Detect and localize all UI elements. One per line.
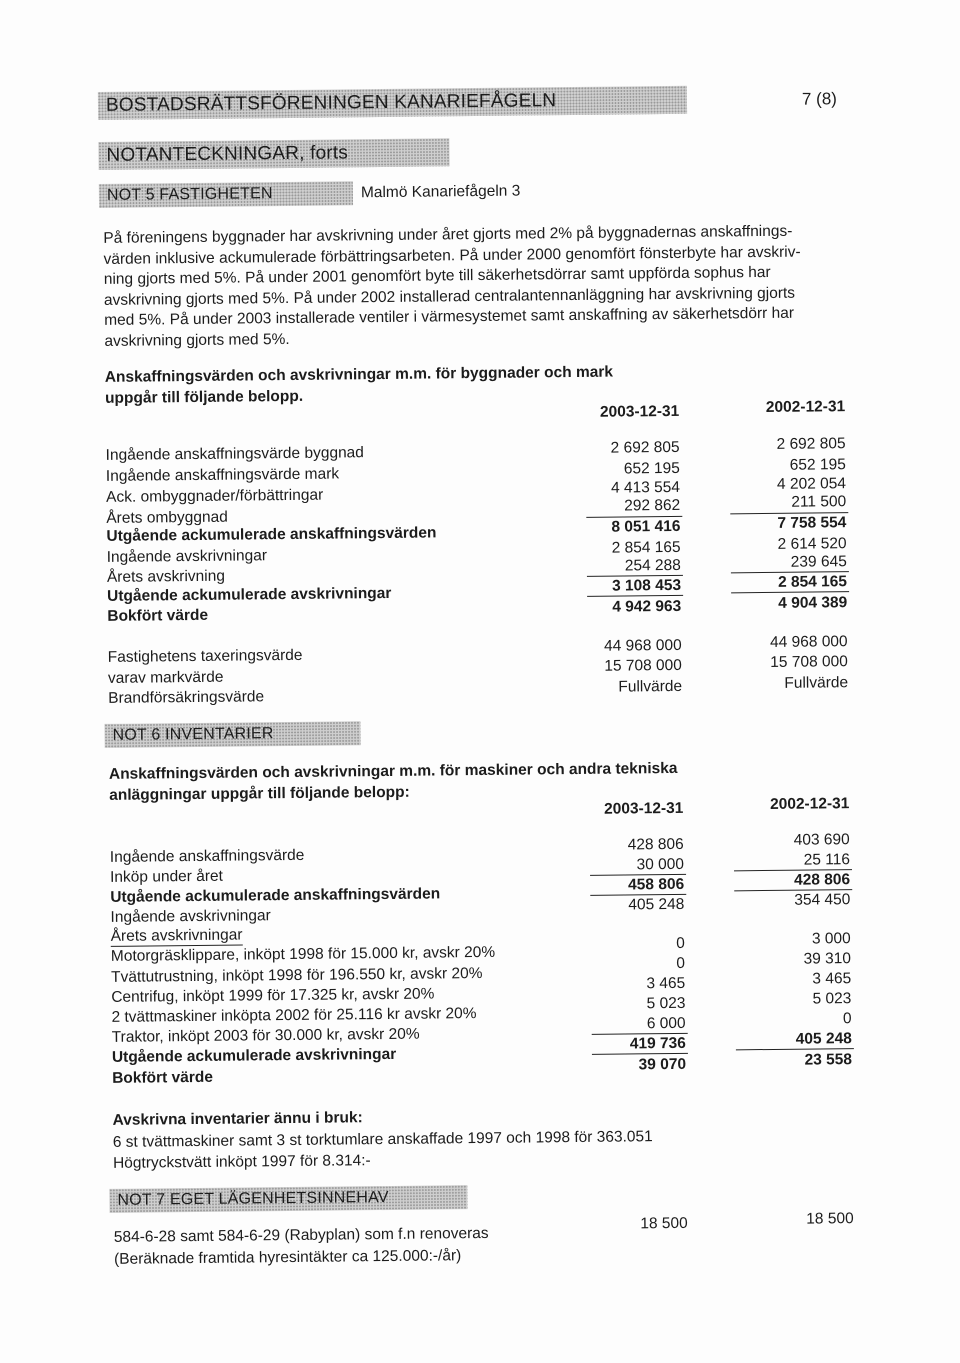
value-2003: 2 854 165 [611,538,681,557]
row-label: Bokfört värde [107,606,209,625]
value-2003: 44 968 000 [603,636,682,655]
value-2003: 30 000 [636,855,685,874]
value-2003: 8 051 416 [611,517,681,536]
total-rule [592,1053,688,1055]
paragraph-line: avskrivning gjorts med 5%. På under 2002 installerad centralantennanläggning har avskrivning gjorts [103,284,796,309]
paragraph-line: ning gjorts med 5%. På under 2001 genomfört byte till säkerhetsdörrar samt uppförda sophus har [103,263,771,288]
value-2003: 4 942 963 [612,597,682,616]
value-2002: 2 614 520 [777,535,847,553]
value-2002: Fullvärde [784,674,849,692]
value-2002: 7 758 554 [777,514,847,532]
value-2003: 4 413 554 [610,478,681,497]
value-2003: 254 288 [624,556,681,575]
value-2003: 0 [676,954,686,972]
value-2002: 4 904 389 [778,594,848,612]
value-2003: 2 692 805 [610,438,680,457]
row-label: Utgående ackumulerade anskaffningsvärden [106,524,437,545]
value-2003: 428 806 [627,835,684,854]
note5-paragraph [103,222,801,352]
value-2002: 25 116 [803,851,851,869]
value-2002: 18 500 [806,1210,854,1228]
note7-heading: NOT 7 EGET LÄGENHETSINNEHAV [109,1185,467,1213]
row-label: Traktor, inköpt 2003 för 30.000 kr, avskr 20% [111,1025,420,1046]
note6-heading: NOT 6 INVENTARIER [104,721,360,748]
value-2002: 3 465 [812,970,852,988]
table-subtitle: uppgår till följande belopp. [104,387,304,407]
value-2003: 292 862 [624,496,681,515]
row-label: Inköp under året [109,867,224,886]
value-2003: 405 248 [628,895,685,914]
still-used-line: Högtryckstvätt inköpt 1997 för 8.314:- [112,1152,371,1172]
row-label: Ingående anskaffningsvärde [109,846,305,866]
column-header-2003: 2003-12-31 [599,402,680,421]
value-2002: 211 500 [791,493,847,511]
value-2003: 39 070 [638,1055,687,1074]
row-label: 2 tvättmaskiner inköpta 2002 för 25.116 kr avskr 20% [111,1005,477,1026]
paragraph-line: avskrivning gjorts med 5%. [104,330,290,350]
column-header-2003: 2003-12-31 [603,799,684,818]
row-label: Ingående avskrivningar [106,547,268,566]
row-label: Ingående anskaffningsvärde mark [105,465,340,485]
value-2003: Fullvärde [618,677,683,696]
page-number: 7 (8) [801,89,838,109]
value-2002: 23 558 [804,1051,853,1069]
property-name: Malmö Kanariefågeln 3 [360,182,521,202]
value-2003: 3 465 [646,974,686,993]
value-2003: 3 108 453 [611,576,682,595]
value-2003: 6 000 [646,1014,686,1033]
row-label: Årets ombyggnad [106,508,228,527]
value-2003: 18 500 [640,1214,688,1233]
value-2003: 419 736 [629,1034,686,1053]
table-title: Anskaffningsvärden och avskrivningar m.m. för maskiner och andra tekniska [108,759,678,783]
value-2003: 5 023 [646,994,686,1013]
value-2002: 44 968 000 [769,633,848,651]
still-used-line: 6 st tvättmaskiner samt 3 st torktumlare anskaffade 1997 och 1998 för 363.051 [112,1128,653,1151]
value-2002: 5 023 [812,990,852,1008]
org-header: BOSTADSRÄTTSFÖRENINGEN KANARIEFÅGELN [98,86,687,120]
apartment-line: 584-6-28 samt 584-6-29 (Rabyplan) som f.n renoveras [113,1224,489,1246]
paragraph-line: värden inklusive ackumulerade förbättringsarbeten. På under 2000 genomfört fönsterbyte har avskriv- [103,243,801,268]
value-2003: 0 [676,934,685,952]
table-title: Anskaffningsvärden och avskrivningar m.m. för byggnader och mark [104,363,614,386]
value-2002: 2 854 165 [777,573,848,591]
row-label: Utgående ackumulerade avskrivningar [111,1045,397,1066]
row-label: Utgående ackumulerade anskaffningsvärden [110,885,441,906]
value-2002: 4 202 054 [776,475,847,493]
total-rule [736,1048,854,1050]
row-label: Ingående avskrivningar [110,907,271,926]
column-header-2002: 2002-12-31 [769,795,850,813]
row-label: Motorgräsklippare, inköpt 1998 för 15.000 kr, avskr 20% [110,943,496,965]
row-label: Bokfört värde [112,1068,214,1087]
row-label: Ingående anskaffningsvärde byggnad [105,444,364,464]
row-label: Utgående ackumulerade avskrivningar [107,584,392,605]
paragraph-line: med 5%. På under 2003 installerade ventiler i värmesystemet samt anskaffning av säkerhetsdörr har [104,304,795,329]
value-2002: 239 645 [790,553,847,571]
value-2002: 405 248 [795,1030,852,1048]
value-2002: 2 692 805 [776,435,846,453]
still-used-heading: Avskrivna inventarier ännu i bruk: [112,1109,363,1129]
row-label: Brandförsäkringsvärde [108,688,265,707]
value-2002: 428 806 [794,871,851,889]
column-header-2002: 2002-12-31 [765,398,846,416]
value-2002: 652 195 [789,456,846,474]
row-label: Årets avskrivningar [110,926,243,945]
row-label: Ack. ombyggnader/förbättringar [105,486,324,506]
row-label: Årets avskrivning [106,567,226,586]
value-2002: 15 708 000 [770,653,848,671]
row-label: Centrifug, inköpt 1999 för 17.325 kr, avskr 20% [111,985,435,1006]
value-2003: 458 806 [628,875,685,894]
rent-estimate-line: (Beräknade framtida hyresintäkter ca 125.000:-/år) [113,1247,462,1268]
table-subtitle: anläggningar uppgår till följande belopp: [109,783,410,804]
row-label: Tvättutrustning, inköpt 1998 för 196.550 kr, avskr 20% [111,964,483,986]
value-2003: 15 708 000 [604,656,682,675]
value-2002: 354 450 [794,891,851,909]
value-2002: 3 000 [811,930,851,948]
value-2002: 39 310 [803,950,852,968]
row-label: varav markvärde [107,668,224,687]
value-2002: 403 690 [793,831,850,849]
total-rule [587,595,683,597]
total-rule [731,591,849,593]
note5-heading: NOT 5 FASTIGHETEN [99,181,353,208]
row-label: Fastighetens taxeringsvärde [107,646,303,666]
section-header: NOTANTECKNINGAR, forts [98,138,449,170]
value-2002: 0 [842,1010,852,1028]
paragraph-line: På föreningens byggnader har avskrivning under året gjorts med 2% på byggnadernas anskaffnings- [103,222,793,247]
value-2003: 652 195 [623,459,680,478]
